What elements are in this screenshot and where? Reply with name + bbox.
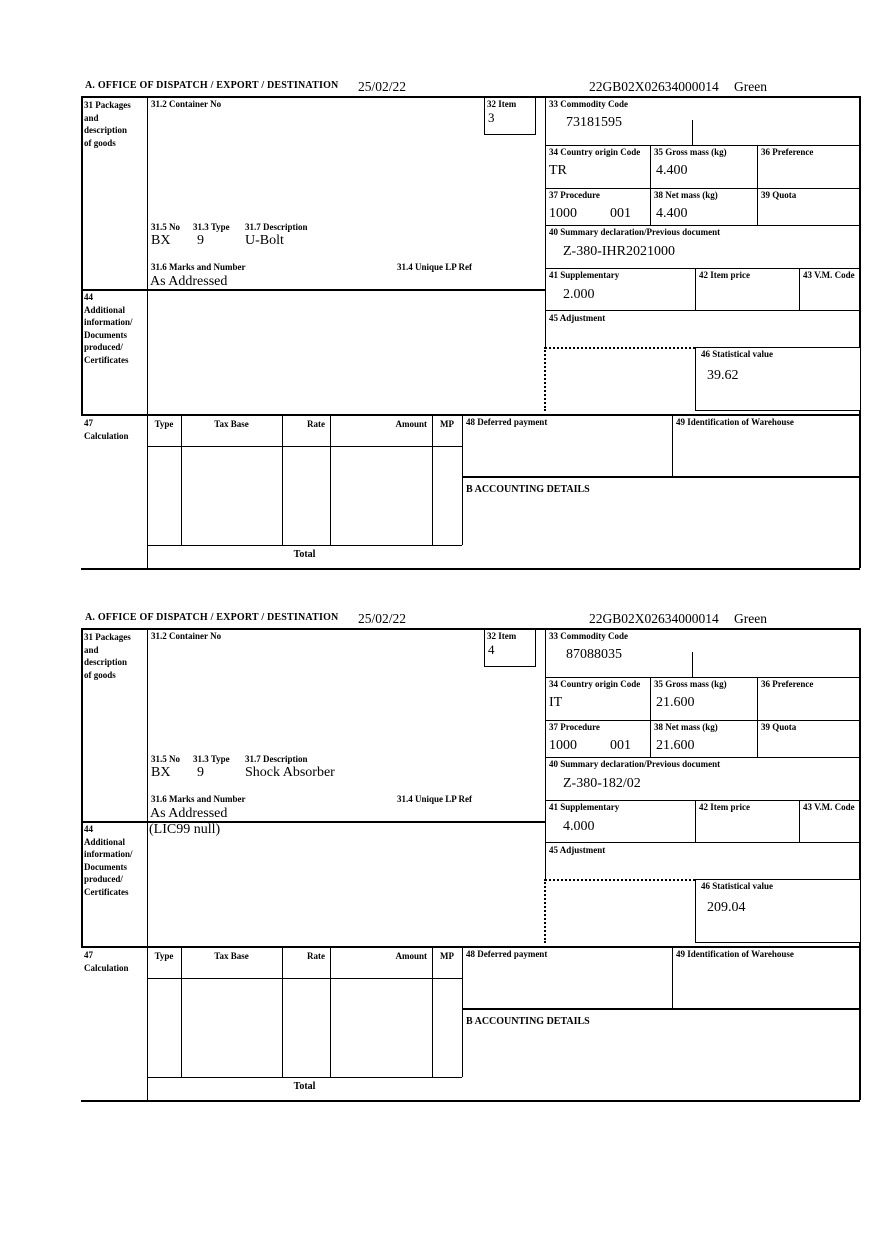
commodity-code-label: 33 Commodity Code [549,99,628,109]
gross-mass-label: 35 Gross mass (kg) [654,147,727,157]
previous-document-value: Z-380-IHR2021000 [563,244,675,259]
declaration-reference: 22GB02X02634000014 [589,79,719,94]
goods-description-value: U-Bolt [245,233,284,248]
cell-divider [650,145,651,225]
cell-divider [757,677,758,757]
procedure-label: 37 Procedure [549,722,600,732]
dotted-vertical-border [544,347,546,411]
item-box-bottom-border [484,134,536,135]
statistical-value: 209.04 [707,900,746,915]
container-no-label: 31.2 Container No [151,631,222,641]
box44-label-line2: Additional [84,836,126,847]
outer-left-border [81,96,83,414]
box31-label-line1: 31 Packages [84,632,131,642]
accounting-details-label: B ACCOUNTING DETAILS [466,484,590,495]
summary-declaration-label: 40 Summary declaration/Previous document [549,759,721,769]
procedure-value: 1000 [549,738,577,753]
calc-header-underline [147,446,462,447]
box47-label-line1: 47 [84,950,93,960]
total-label: Total [293,549,316,560]
header-divider [81,628,861,630]
net-mass-value: 21.600 [656,738,695,753]
country-origin-label: 34 Country origin Code [549,679,641,689]
package-type-label: 31.3 Type [193,222,230,232]
item-box-left-border [484,630,485,666]
row-divider [545,720,860,721]
package-description-label: 31.7 Description [245,754,308,764]
item-price-label: 42 Item price [699,270,750,280]
calc-col-amount: Amount [395,951,427,961]
gross-mass-value: 4.400 [656,163,688,178]
box31-label-line2: and [84,644,99,655]
item-box-left-border [484,98,485,134]
outer-right-border [859,628,861,1100]
preference-label: 36 Preference [761,679,814,689]
previous-document-value: Z-380-182/02 [563,776,641,791]
calculation-top-divider [81,946,860,948]
procedure-value: 1000 [549,206,577,221]
gross-mass-value: 21.600 [656,695,695,710]
marks-and-number-label: 31.6 Marks and Number [151,794,246,804]
package-type-value: 9 [197,765,204,780]
commodity-code-label: 33 Commodity Code [549,631,628,641]
calc-col-type: Type [154,951,174,961]
box44-label [84,823,133,898]
package-type-value: 9 [197,233,204,248]
label-column-border [147,628,148,1100]
box47-label-line2: Calculation [84,430,129,441]
procedure-extra-value: 001 [610,206,631,221]
declaration-date: 25/02/22 [358,79,407,94]
supplementary-label: 41 Supplementary [549,802,620,812]
box31-label-line3: description [84,125,128,135]
calc-col-rate: Rate [307,951,325,961]
box31-label-line1: 31 Packages [84,100,131,110]
adjustment-label: 45 Adjustment [549,313,606,323]
commodity-code-value: 87088035 [566,647,622,662]
box48-49-divider [672,414,673,476]
statistical-value-label: 46 Statistical value [701,349,773,359]
item-box-right-border [535,98,536,134]
box47-label-line2: Calculation [84,962,129,973]
calc-header-underline [147,978,462,979]
calc-col-mp: MP [440,951,454,961]
declaration-reference: 22GB02X02634000014 [589,611,719,626]
package-type-label: 31.3 Type [193,754,230,764]
procedure-extra-value: 001 [610,738,631,753]
supplementary-value: 2.000 [563,287,595,302]
package-no-value: BX [151,765,171,780]
country-origin-label: 34 Country origin Code [549,147,641,157]
calc-col-mp: MP [440,419,454,429]
row-divider [545,677,860,678]
calc-col-divider [282,414,283,545]
box44-label-line1: 44 [84,292,93,302]
box47-label [84,417,129,442]
commodity-code-subdivision-tick [692,120,693,145]
quota-label: 39 Quota [761,722,797,732]
deferred-payment-label: 48 Deferred payment [466,949,548,959]
package-no-label: 31.5 No [151,222,180,232]
calc-col-divider [330,946,331,1077]
calc-col-amount: Amount [395,419,427,429]
warehouse-id-label: 49 Identification of Warehouse [676,949,794,959]
box44-label-line6: Certificates [84,354,129,365]
box44-label-line2: Additional [84,304,126,315]
box44-label-line4: Documents [84,861,127,872]
calc-col-divider [462,946,463,1077]
row-divider [545,842,860,843]
box44-label-line5: produced/ [84,342,123,352]
row-divider [545,145,860,146]
calc-col-rate: Rate [307,419,325,429]
row-divider [545,800,860,801]
box48-49-bottom [462,476,860,478]
box44-label-line4: Documents [84,329,127,340]
box31-label [84,99,131,149]
unique-lp-ref-label: 31.4 Unique LP Ref [397,794,473,804]
item-label: 32 Item [487,99,517,109]
net-mass-value: 4.400 [656,206,688,221]
box48-49-divider [672,946,673,1008]
box44-label-line3: information/ [84,317,133,327]
commodity-code-value: 73181595 [566,115,622,130]
summary-declaration-label: 40 Summary declaration/Previous document [549,227,721,237]
route-indicator: Green [734,79,767,94]
item-number: 3 [488,110,495,125]
calc-col-tax-base: Tax Base [214,951,249,961]
row-divider [545,188,860,189]
cell-divider [799,268,800,310]
unique-lp-ref-label: 31.4 Unique LP Ref [397,262,473,272]
box44-label-line6: Certificates [84,886,129,897]
package-no-value: BX [151,233,171,248]
calc-table-bottom [147,1077,462,1078]
calc-col-type: Type [154,419,174,429]
country-origin-value: IT [549,695,563,710]
net-mass-label: 38 Net mass (kg) [654,190,718,200]
declaration-date: 25/02/22 [358,611,407,626]
label-column-border [147,96,148,568]
supplementary-label: 41 Supplementary [549,270,620,280]
cell-divider [650,677,651,757]
item-label: 32 Item [487,631,517,641]
dotted-horizontal-border [545,347,695,349]
calc-col-divider [282,946,283,1077]
package-description-label: 31.7 Description [245,222,308,232]
box31-label-line4: of goods [84,137,116,148]
calc-col-divider [432,414,433,545]
warehouse-id-label: 49 Identification of Warehouse [676,417,794,427]
box44-top-divider [81,289,545,291]
total-label: Total [293,1081,316,1092]
row-divider [545,757,860,758]
total-row-bottom [81,568,860,570]
declaration-item-section [0,610,882,1104]
outer-left-border [81,628,83,946]
box44-label-line5: produced/ [84,874,123,884]
vm-code-label: 43 V.M. Code [803,270,855,280]
cell-divider [695,268,696,310]
box44-label-line3: information/ [84,849,133,859]
procedure-label: 37 Procedure [549,190,600,200]
row-divider [545,268,860,269]
supplementary-value: 4.000 [563,819,595,834]
calculation-top-divider [81,414,860,416]
route-indicator: Green [734,611,767,626]
net-mass-label: 38 Net mass (kg) [654,722,718,732]
marks-value: As Addressed [150,274,228,289]
quota-label: 39 Quota [761,190,797,200]
goods-description-value: Shock Absorber [245,765,335,780]
outer-right-border [859,96,861,568]
declaration-item-section [0,78,882,572]
box48-49-bottom [462,1008,860,1010]
box44-label-line1: 44 [84,824,93,834]
total-row-bottom [81,1100,860,1102]
calc-table-bottom [147,545,462,546]
box47-label-line1: 47 [84,418,93,428]
accounting-details-label: B ACCOUNTING DETAILS [466,1016,590,1027]
calc-col-divider [432,946,433,1077]
cell-divider [695,800,696,842]
item-number: 4 [488,642,495,657]
calc-col-divider [330,414,331,545]
box31-label-line2: and [84,112,99,123]
statistical-value: 39.62 [707,368,739,383]
box31-label-line4: of goods [84,669,116,680]
additional-info-value: (LIC99 null) [149,822,221,837]
statistical-value-label: 46 Statistical value [701,881,773,891]
box31-label [84,631,131,681]
item-price-label: 42 Item price [699,802,750,812]
marks-and-number-label: 31.6 Marks and Number [151,262,246,272]
dotted-horizontal-border [545,879,695,881]
item-box-right-border [535,630,536,666]
row-divider [545,225,860,226]
box31-label-line3: description [84,657,128,667]
package-no-label: 31.5 No [151,754,180,764]
calc-col-divider [462,414,463,545]
office-of-dispatch-label: A. OFFICE OF DISPATCH / EXPORT / DESTINATION [85,80,339,91]
calc-col-tax-base: Tax Base [214,419,249,429]
deferred-payment-label: 48 Deferred payment [466,417,548,427]
container-no-label: 31.2 Container No [151,99,222,109]
commodity-code-subdivision-tick [692,652,693,677]
calc-col-divider [181,414,182,545]
marks-value: As Addressed [150,806,228,821]
calc-col-divider [181,946,182,1077]
header-divider [81,96,861,98]
adjustment-label: 45 Adjustment [549,845,606,855]
vm-code-label: 43 V.M. Code [803,802,855,812]
cell-divider [799,800,800,842]
box47-label [84,949,129,974]
country-origin-value: TR [549,163,567,178]
preference-label: 36 Preference [761,147,814,157]
gross-mass-label: 35 Gross mass (kg) [654,679,727,689]
dotted-vertical-border [544,879,546,943]
box44-label [84,291,133,366]
cell-divider [757,145,758,225]
item-box-bottom-border [484,666,536,667]
row-divider [545,310,860,311]
office-of-dispatch-label: A. OFFICE OF DISPATCH / EXPORT / DESTINATION [85,612,339,623]
